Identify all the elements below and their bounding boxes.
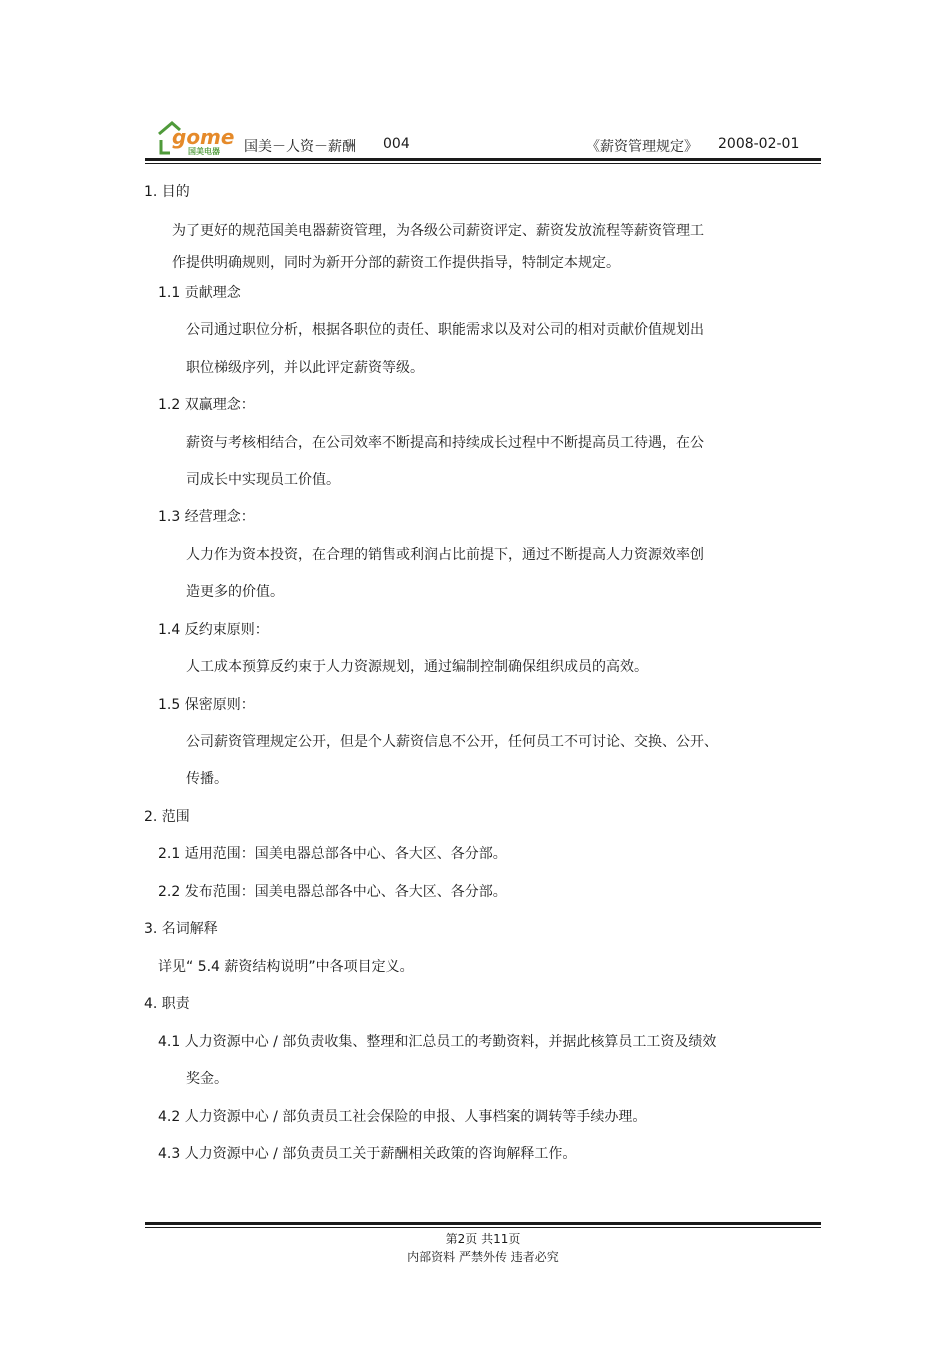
paragraph: 司成长中实现员工价值。 (186, 472, 340, 488)
paragraph: 奖金。 (186, 1071, 228, 1087)
paragraph: 人力作为资本投资，在合理的销售或利润占比前提下，通过不断提高人力资源效率创 (186, 547, 704, 563)
paragraph: 薪资与考核相结合，在公司效率不断提高和持续成长过程中不断提高员工待遇，在公 (186, 435, 704, 451)
subsection-heading: 1.5 保密原则： (158, 697, 255, 713)
confidential-notice: 内部资料 严禁外传 违者必究 (407, 1250, 559, 1264)
subsection-heading: 1.1 贡献理念 (158, 285, 241, 301)
footer-rule-thin (145, 1227, 821, 1228)
logo-cn-text: 国美电器 (188, 147, 220, 156)
paragraph: 公司通过职位分析，根据各职位的责任、职能需求以及对公司的相对贡献价值规划出 (186, 322, 704, 338)
subsection-heading: 2.1 适用范围：国美电器总部各中心、各大区、各分部。 (158, 846, 507, 862)
doc-date: 2008-02-01 (718, 136, 800, 152)
subsection-heading: 4.2 人力资源中心 / 部负责员工社会保险的申报、人事档案的调转等手续办理。 (158, 1109, 647, 1125)
paragraph: 造更多的价值。 (186, 584, 284, 600)
header-rule-thin (145, 163, 821, 164)
subsection-heading: 1.2 双赢理念： (158, 397, 255, 413)
section-heading: 4. 职责 (144, 996, 190, 1012)
subsection-heading: 4.3 人力资源中心 / 部负责员工关于薪酬相关政策的咨询解释工作。 (158, 1146, 577, 1162)
subsection-heading: 1.4 反约束原则： (158, 622, 269, 638)
section-heading: 1. 目的 (144, 184, 190, 200)
section-heading: 2. 范围 (144, 809, 190, 825)
subsection-heading: 1.3 经营理念： (158, 509, 255, 525)
page-number: 第2页 共11页 (445, 1232, 521, 1246)
subsection-heading: 2.2 发布范围：国美电器总部各中心、各大区、各分部。 (158, 884, 507, 900)
paragraph: 为了更好的规范国美电器薪资管理，为各级公司薪资评定、薪资发放流程等薪资管理工 (172, 223, 704, 239)
section-heading: 3. 名词解释 (144, 921, 218, 937)
paragraph: 公司薪资管理规定公开，但是个人薪资信息不公开，任何员工不可讨论、交换、公开、 (186, 734, 718, 750)
paragraph: 职位梯级序列，并以此评定薪资等级。 (186, 360, 424, 376)
doc-title: 《薪资管理规定》 (586, 139, 698, 155)
gome-logo (158, 120, 234, 156)
doc-number: 004 (383, 136, 410, 152)
subsection-heading: 4.1 人力资源中心 / 部负责收集、整理和汇总员工的考勤资料，并据此核算员工工资及绩效 (158, 1034, 717, 1050)
paragraph: 人工成本预算反约束于人力资源规划，通过编制控制确保组织成员的高效。 (186, 659, 648, 675)
header-rule (145, 158, 821, 161)
footer-rule (145, 1222, 821, 1225)
paragraph: 详见“ 5.4 薪资结构说明”中各项目定义。 (158, 959, 414, 975)
logo-wordmark: gome (172, 125, 234, 149)
paragraph: 作提供明确规则，同时为新开分部的薪资工作提供指导，特制定本规定。 (172, 255, 620, 271)
doc-path: 国美－人资－薪酬 (244, 139, 356, 155)
paragraph: 传播。 (186, 771, 228, 787)
